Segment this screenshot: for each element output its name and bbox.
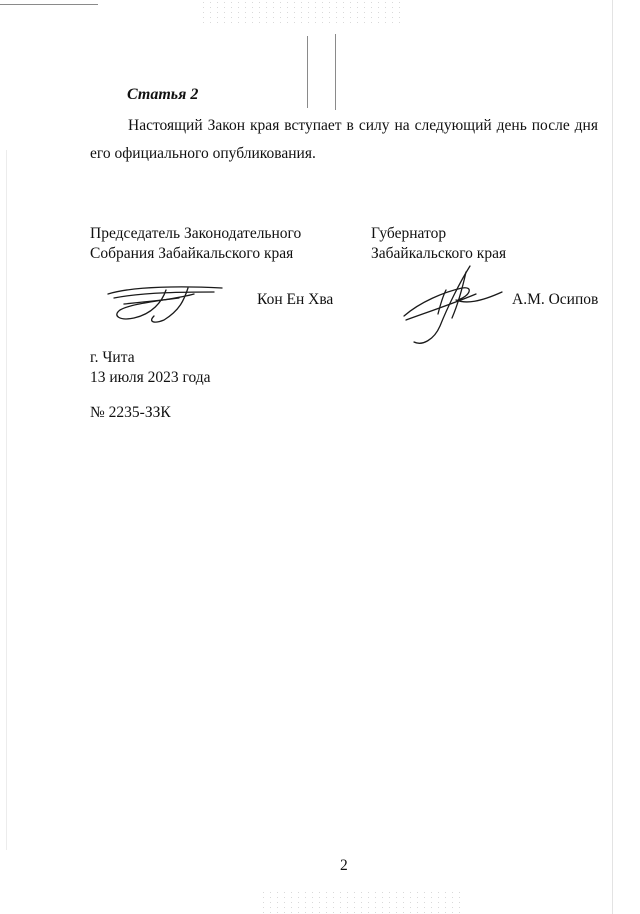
scan-artifact-line: [0, 4, 98, 5]
signature-left: [104, 280, 224, 326]
article-body: Настоящий Закон края вступает в силу на следующий день после дня его официального опубликования.: [90, 117, 598, 162]
article-title: Статья 2: [127, 86, 199, 103]
scan-artifact-line: [612, 0, 613, 914]
signatory-left-title: [90, 224, 301, 264]
signatory-right-name: А.М. Осипов: [512, 291, 599, 308]
signature-right: [400, 262, 504, 348]
signatory-right-title-line2: Забайкальского края: [371, 245, 507, 262]
law-number: № 2235-ЗЗК: [90, 404, 171, 421]
date: 13 июля 2023 года: [90, 369, 211, 386]
place-and-date: [90, 348, 211, 388]
signatory-right-title-line1: Губернатор: [371, 225, 447, 242]
page-number: 2: [340, 857, 348, 874]
signatory-left-name: Кон Ен Хва: [257, 291, 334, 308]
signatory-left-title-line1: Председатель Законодательного: [90, 225, 302, 242]
scan-artifact-line: [6, 150, 7, 850]
scan-noise: [200, 0, 400, 26]
scan-artifact-line: [335, 34, 336, 110]
scan-noise: [260, 890, 460, 914]
signatory-left-title-line2: Собрания Забайкальского края: [90, 245, 294, 262]
place: г. Чита: [90, 349, 135, 366]
signatory-right-title: [371, 224, 506, 264]
scan-artifact-line: [307, 36, 308, 108]
